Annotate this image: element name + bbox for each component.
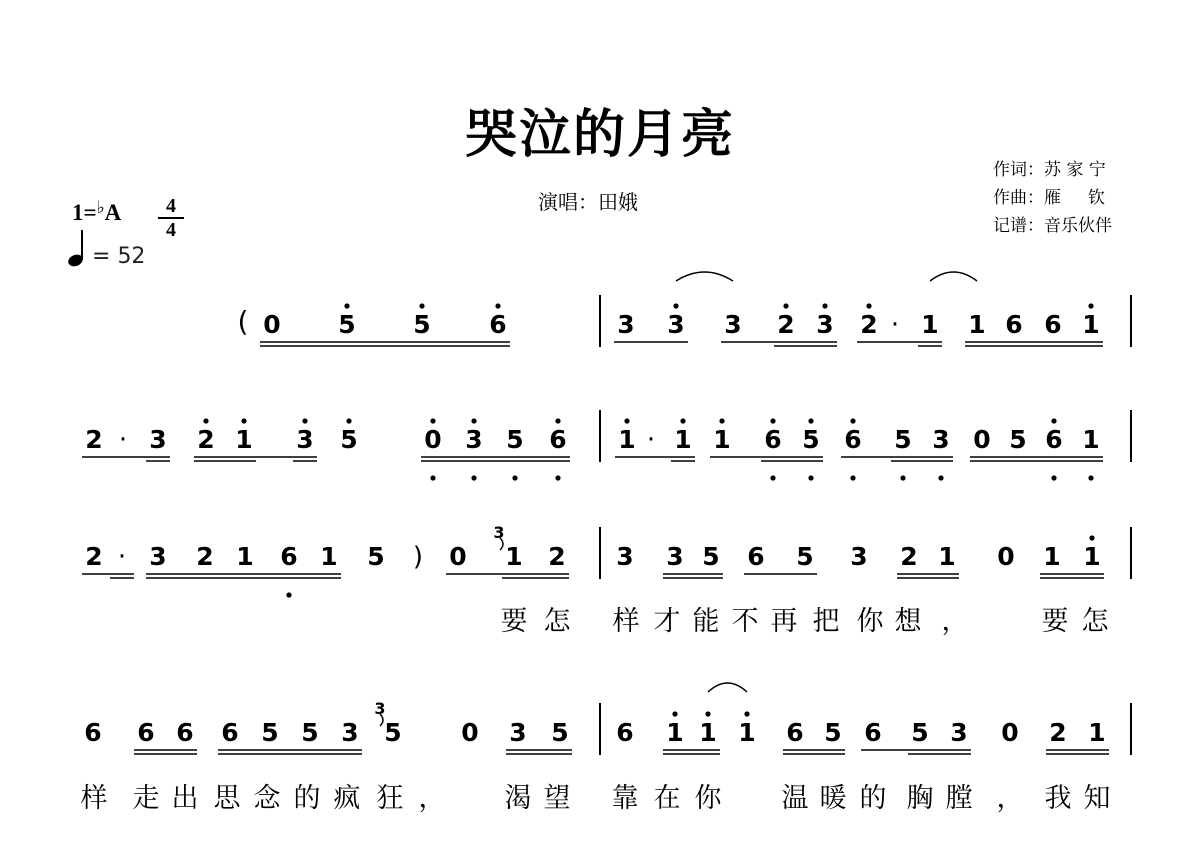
low-octave-dot: [808, 475, 813, 480]
note-digit: 1: [921, 310, 939, 339]
high-octave-dot: [808, 418, 813, 423]
note-digit: 5: [413, 310, 431, 339]
open-paren: (: [237, 305, 249, 338]
high-octave-dot: [680, 418, 685, 423]
note-digit: 1: [618, 425, 636, 454]
singer-credit: 演唱：田娥: [538, 190, 638, 214]
high-octave-dot: [850, 418, 855, 423]
note-digit: 6: [137, 718, 155, 747]
note-digit: 3: [149, 542, 167, 571]
note-digit: 6: [747, 542, 765, 571]
notation-symbol: ·: [646, 425, 656, 455]
note-digit: 6: [864, 718, 882, 747]
low-octave-dot: [512, 475, 517, 480]
high-octave-dot: [744, 711, 749, 716]
note-digit: 5: [367, 542, 385, 571]
high-octave-dot: [719, 418, 724, 423]
high-octave-dot: [346, 418, 351, 423]
note-digit: 2: [1049, 718, 1067, 747]
note-digit: 2: [85, 425, 103, 454]
lyric-char: 狂: [376, 783, 404, 814]
lyric-char: 的: [293, 783, 321, 814]
note-digit: 5: [702, 542, 720, 571]
flat-icon: ♭: [96, 198, 105, 217]
note-digit: 0: [263, 310, 281, 339]
lyric-char: 你: [694, 783, 722, 814]
note-digit: 0: [997, 542, 1015, 571]
notation-symbol: ·: [118, 425, 128, 455]
high-octave-dot: [419, 303, 424, 308]
lyric-char: 渴: [504, 783, 532, 814]
lyric-char: 能: [692, 606, 720, 637]
grace-note: 3: [374, 699, 386, 718]
note-digit: 5: [1009, 425, 1027, 454]
note-digit: 1: [699, 718, 717, 747]
lyric-char: 膛: [945, 783, 973, 814]
note-digit: 0: [424, 425, 442, 454]
lyric-char: 要: [500, 606, 528, 637]
tie-mark: [708, 683, 747, 692]
note-digit: 3: [149, 425, 167, 454]
note-digit: 6: [280, 542, 298, 571]
note-digit: 2: [197, 425, 215, 454]
note-digit: 1: [968, 310, 986, 339]
lyricist-credit: 作词：苏 家 宁: [993, 160, 1106, 180]
high-octave-dot: [1089, 535, 1094, 540]
note-digit: 3: [666, 542, 684, 571]
lyric-char: 温: [781, 783, 809, 814]
note-digit: 0: [1001, 718, 1019, 747]
note-digit: 1: [666, 718, 684, 747]
low-octave-dot: [900, 475, 905, 480]
grace-note: 3: [493, 523, 505, 542]
lyric-char: 出: [171, 783, 199, 814]
lyric-char: 你: [856, 606, 884, 637]
note-digit: 3: [667, 310, 685, 339]
notation-symbol: ): [412, 542, 424, 572]
lyric-char: 怎: [1081, 606, 1109, 637]
note-digit: 5: [340, 425, 358, 454]
notation-symbol: ·: [117, 542, 127, 572]
note-digit: 3: [465, 425, 483, 454]
lyric-char: 样: [612, 606, 640, 637]
note-digit: 6: [489, 310, 507, 339]
high-octave-dot: [241, 418, 246, 423]
note-digit: 6: [1044, 310, 1062, 339]
note-digit: 1: [674, 425, 692, 454]
note-digit: 5: [551, 718, 569, 747]
low-octave-dot: [1051, 475, 1056, 480]
note-digit: 5: [338, 310, 356, 339]
lyric-char: ，: [418, 783, 446, 814]
lyric-char: 暖: [819, 783, 847, 814]
lyric-char: 疯: [333, 783, 361, 814]
key-note: A: [104, 200, 122, 225]
high-octave-dot: [705, 711, 710, 716]
note-digit: 6: [616, 718, 634, 747]
note-digit: 3: [509, 718, 527, 747]
lyric-char: 把: [812, 606, 840, 637]
note-digit: 1: [1088, 718, 1106, 747]
note-digit: 3: [616, 542, 634, 571]
low-octave-dot: [286, 592, 291, 597]
lyric-char: ，: [941, 606, 969, 637]
tempo-equals: =: [92, 244, 111, 269]
lyric-char: ，: [996, 783, 1024, 814]
note-digit: 5: [506, 425, 524, 454]
low-octave-dot: [938, 475, 943, 480]
note-digit: 1: [1043, 542, 1061, 571]
note-digit: 1: [1082, 425, 1100, 454]
note-digit: 5: [911, 718, 929, 747]
low-octave-dot: [850, 475, 855, 480]
lyric-char: 再: [770, 606, 798, 637]
note-digit: 1: [1082, 310, 1100, 339]
note-digit: 2: [900, 542, 918, 571]
note-digit: 3: [950, 718, 968, 747]
note-digit: 3: [816, 310, 834, 339]
transcriber-credit: 记谱：音乐伙伴: [993, 216, 1112, 236]
lyric-char: 要: [1041, 606, 1069, 637]
note-digit: 1: [713, 425, 731, 454]
lyric-char: 胸: [906, 783, 934, 814]
lyric-char: 才: [653, 606, 681, 637]
high-octave-dot: [1088, 303, 1093, 308]
high-octave-dot: [1051, 418, 1056, 423]
note-digit: 3: [341, 718, 359, 747]
low-octave-dot: [471, 475, 476, 480]
note-digit: 5: [824, 718, 842, 747]
note-digit: 5: [261, 718, 279, 747]
meter-top: 4: [166, 195, 176, 217]
high-octave-dot: [673, 303, 678, 308]
tie-mark: [930, 272, 977, 281]
key-equals: =: [83, 200, 97, 225]
lyric-char: 样: [80, 783, 108, 814]
note-digit: 1: [235, 425, 253, 454]
note-digit: 0: [461, 718, 479, 747]
note-digit: 5: [796, 542, 814, 571]
lyric-char: 知: [1083, 783, 1111, 814]
note-digit: 6: [1045, 425, 1063, 454]
key-tonic: 1: [72, 200, 84, 225]
lyric-char: 的: [859, 783, 887, 814]
note-digit: 3: [296, 425, 314, 454]
note-digit: 3: [932, 425, 950, 454]
lyric-char: 望: [543, 783, 571, 814]
low-octave-dot: [430, 475, 435, 480]
note-digit: 0: [449, 542, 467, 571]
note-digit: 1: [1083, 542, 1101, 571]
high-octave-dot: [783, 303, 788, 308]
lyric-char: 我: [1044, 783, 1072, 814]
note-digit: 1: [505, 542, 523, 571]
lyric-char: 不: [731, 606, 759, 637]
note-digit: 3: [724, 310, 742, 339]
note-digit: 6: [844, 425, 862, 454]
note-digit: 5: [301, 718, 319, 747]
note-digit: 6: [549, 425, 567, 454]
low-octave-dot: [555, 475, 560, 480]
note-digit: 5: [894, 425, 912, 454]
note-digit: 2: [860, 310, 878, 339]
high-octave-dot: [495, 303, 500, 308]
note-digit: 6: [786, 718, 804, 747]
tie-mark: [676, 272, 733, 281]
composer-credit: 作曲：雁 钦: [993, 188, 1106, 208]
note-digit: 6: [221, 718, 239, 747]
high-octave-dot: [672, 711, 677, 716]
note-digit: 6: [764, 425, 782, 454]
high-octave-dot: [302, 418, 307, 423]
note-digit: 6: [84, 718, 102, 747]
song-title: 哭泣的月亮: [464, 104, 735, 165]
low-octave-dot: [1088, 475, 1093, 480]
high-octave-dot: [344, 303, 349, 308]
note-digit: 5: [802, 425, 820, 454]
note-digit: 1: [738, 718, 756, 747]
high-octave-dot: [866, 303, 871, 308]
lyric-char: 怎: [543, 606, 571, 637]
lyric-char: 念: [253, 783, 281, 814]
note-digit: 0: [973, 425, 991, 454]
high-octave-dot: [203, 418, 208, 423]
high-octave-dot: [770, 418, 775, 423]
note-digit: 5: [384, 718, 402, 747]
meter-bottom: 4: [166, 219, 176, 241]
high-octave-dot: [471, 418, 476, 423]
note-digit: 1: [320, 542, 338, 571]
note-digit: 3: [850, 542, 868, 571]
note-digit: 1: [938, 542, 956, 571]
lyric-char: 靠: [611, 783, 639, 814]
notation-symbol: ·: [890, 310, 900, 340]
high-octave-dot: [822, 303, 827, 308]
tempo-bpm: 52: [117, 244, 146, 269]
lyric-char: 思: [213, 783, 241, 814]
high-octave-dot: [624, 418, 629, 423]
note-digit: 3: [617, 310, 635, 339]
note-digit: 1: [236, 542, 254, 571]
note-digit: 6: [176, 718, 194, 747]
lyric-char: 想: [894, 606, 922, 637]
note-digit: 2: [196, 542, 214, 571]
lyric-char: 在: [653, 783, 681, 814]
note-digit: 2: [85, 542, 103, 571]
note-digit: 6: [1005, 310, 1023, 339]
lyric-char: 走: [132, 783, 160, 814]
note-digit: 2: [548, 542, 566, 571]
note-digit: 2: [777, 310, 795, 339]
high-octave-dot: [555, 418, 560, 423]
high-octave-dot: [430, 418, 435, 423]
low-octave-dot: [770, 475, 775, 480]
